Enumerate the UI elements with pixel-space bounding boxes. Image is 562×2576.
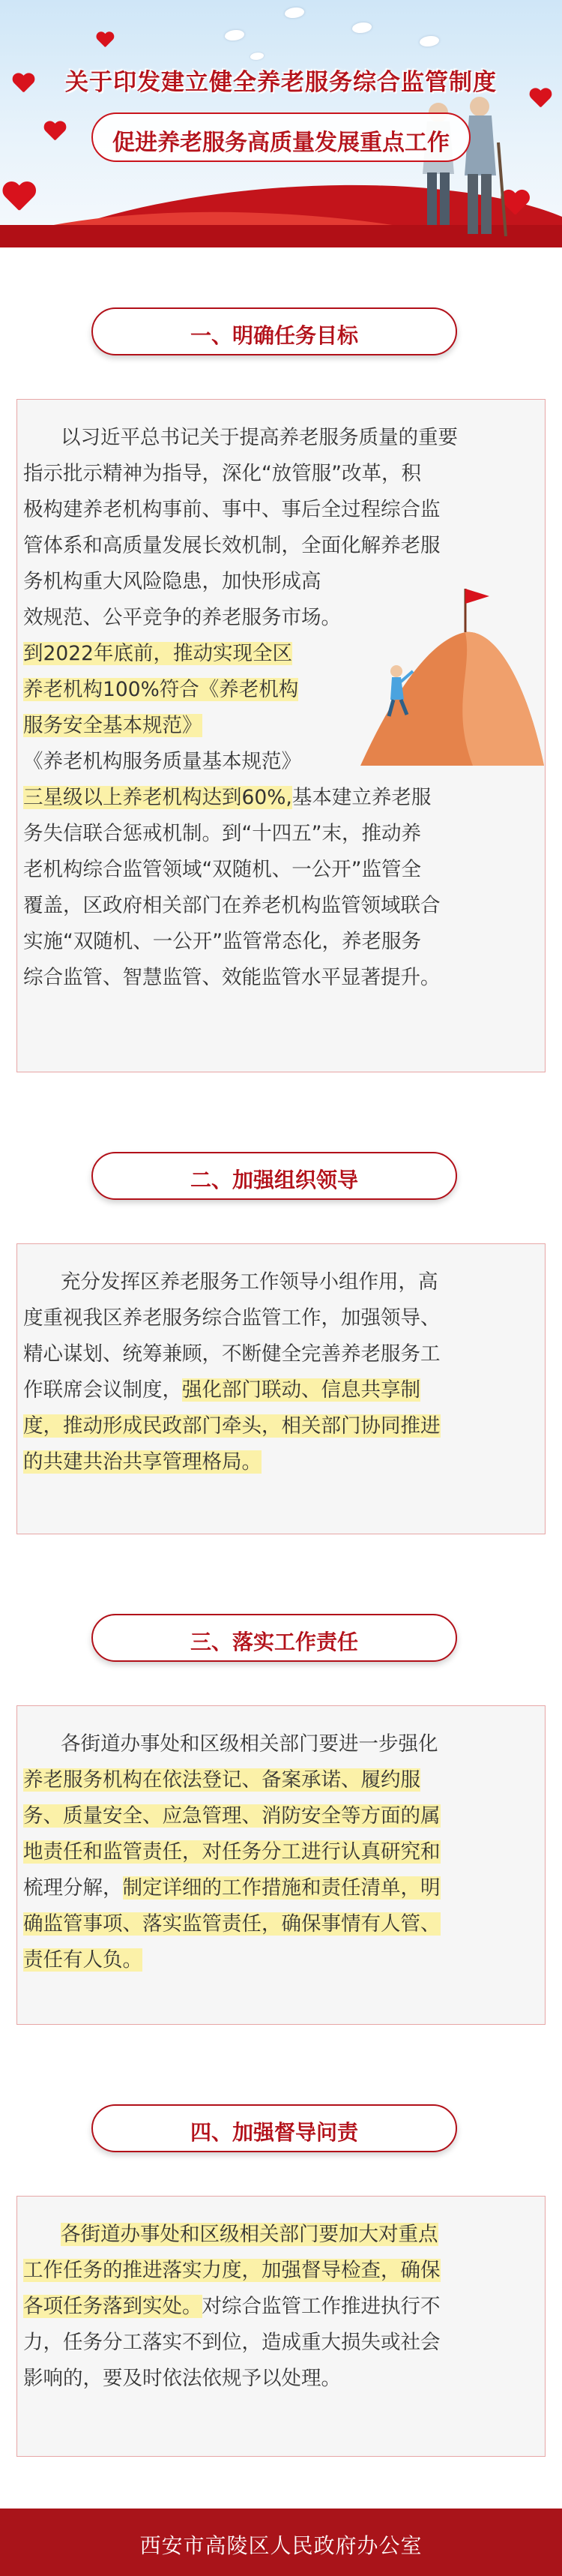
highlighted-text: 制定详细的工作措施和责任清单，明 [122, 1876, 441, 1900]
highlighted-text: 工作任务的推进落实力度，加强督导检查，确保 [23, 2259, 441, 2282]
paragraph-line-mixed [23, 1870, 441, 1906]
dove-icon [420, 36, 439, 46]
section-heading-2 [91, 1152, 457, 1200]
dove-icon [285, 7, 304, 18]
highlight-line [23, 1834, 441, 1870]
highlight-line [23, 1408, 441, 1444]
section-heading-text: 一、明确任务目标 [190, 323, 358, 348]
footer-bar [0, 2509, 562, 2576]
section-heading-text: 四、加强督导问责 [190, 2120, 358, 2145]
highlighted-text: 服务安全基本规范》 [23, 714, 202, 737]
section-heading-1 [91, 307, 457, 355]
paragraph-line: 《养老机构服务质量基本规范》 [23, 750, 301, 773]
paragraph-line: 综合监管、智慧监管、效能监管水平显著提升。 [23, 966, 441, 989]
heart-icon [43, 121, 66, 142]
highlight-line [23, 1798, 441, 1834]
mountain-climb-illustration [360, 587, 544, 767]
highlight-line [23, 672, 298, 708]
paragraph-line: 各街道办事处和区级相关部门要进一步强化 [61, 1732, 438, 1756]
paragraph-line: 度重视我区养老服务综合监管工作，加强领导、 [23, 1306, 441, 1330]
heart-icon [2, 182, 36, 214]
paragraph-line: 效规范、公平竞争的养老服务市场。 [23, 606, 341, 629]
banner-subtitle-pill [91, 112, 471, 162]
highlighted-text: 确监管事项、落实监管责任，确保事情有人管、 [23, 1912, 441, 1936]
paragraph-line: 实施“双随机、一公开”监管常态化，养老服务 [23, 930, 421, 953]
paragraph-line: 充分发挥区养老服务工作领导小组作用，高 [61, 1270, 438, 1294]
paragraph-line: 极构建养老机构事前、事中、事后全过程综合监 [23, 498, 441, 521]
plain-text: 基本建立养老服 [291, 786, 432, 809]
highlighted-text: 地责任和监管责任，对任务分工进行认真研究和 [23, 1840, 441, 1864]
paragraph-line: 力，任务分工落实不到位，造成重大损失或社会 [23, 2331, 441, 2354]
heart-icon [96, 32, 114, 49]
highlighted-text: 三星级以上养老机构达到60%, [23, 786, 292, 809]
highlighted-text: 务、质量安全、应急管理、消防安全等方面的属 [23, 1804, 441, 1828]
paragraph-line-mixed [23, 780, 431, 816]
plain-text: 对综合监管工作推进执行不 [202, 2295, 441, 2318]
highlighted-text: 各街道办事处和区级相关部门要加大对重点 [61, 2223, 438, 2246]
banner-subtitle: 促进养老服务高质量发展重点工作 [112, 130, 450, 156]
section-4-content [16, 2196, 546, 2457]
paragraph-line: 务机构重大风险隐患，加快形成高 [23, 570, 321, 593]
dove-icon [250, 52, 264, 60]
highlighted-text: 养老机构100%符合《养老机构 [23, 678, 299, 701]
highlighted-text: 强化部门联动、信息共享制 [182, 1378, 420, 1402]
flag-icon [465, 589, 489, 604]
section-2-content [16, 1243, 546, 1534]
plain-text: 作联席会议制度， [23, 1378, 182, 1402]
highlighted-text: 到2022年底前，推动实现全区 [23, 642, 292, 665]
banner-title: 关于印发建立健全养老服务综合监管制度 [65, 69, 497, 96]
highlight-line [23, 1942, 142, 1978]
highlight-line [23, 708, 202, 744]
paragraph-line: 影响的，要及时依法依规予以处理。 [23, 2367, 341, 2390]
section-heading-text: 二、加强组织领导 [190, 1168, 358, 1192]
paragraph-line-mixed [23, 2289, 441, 2325]
highlight-line [61, 2217, 438, 2253]
paragraph-line: 指示批示精神为指导，深化“放管服”改革，积 [23, 462, 421, 485]
section-3-content [16, 1705, 546, 2025]
highlighted-text: 责任有人负。 [23, 1948, 142, 1972]
paragraph-line: 务失信联合惩戒机制。到“十四五”末，推动养 [23, 822, 421, 845]
highlighted-text: 的共建共治共享管理格局。 [23, 1450, 262, 1474]
section-heading-text: 三、落实工作责任 [190, 1630, 358, 1654]
highlighted-text: 各项任务落到实处。 [23, 2295, 202, 2318]
highlighted-text: 养老服务机构在依法登记、备案承诺、履约服 [23, 1768, 420, 1792]
dove-icon [225, 30, 244, 40]
highlight-line [23, 1906, 441, 1942]
footer-text: 西安市高陵区人民政府办公室 [139, 2533, 423, 2558]
paragraph-line: 以习近平总书记关于提高养老服务质量的重要 [61, 426, 458, 449]
paragraph-line: 覆盖，区政府相关部门在养老机构监管领域联合 [23, 894, 441, 917]
highlight-line [23, 2253, 441, 2289]
highlight-line [23, 1762, 420, 1798]
paragraph-line-mixed [23, 1372, 420, 1408]
section-1-content [16, 399, 546, 1072]
section-heading-3 [91, 1614, 457, 1662]
plain-text: 梳理分解， [23, 1876, 123, 1900]
section-heading-4 [91, 2104, 457, 2152]
highlight-line [23, 636, 292, 672]
header-banner [0, 0, 562, 247]
highlighted-text: 度，推动形成民政部门牵头，相关部门协同推进 [23, 1414, 441, 1438]
paragraph-line: 管体系和高质量发展长效机制，全面化解养老服 [23, 534, 441, 557]
dove-icon [352, 22, 372, 33]
paragraph-line: 精心谋划、统筹兼顾，不断健全完善养老服务工 [23, 1342, 441, 1366]
highlight-line [23, 1444, 262, 1480]
paragraph-line: 老机构综合监管领域“双随机、一公开”监管全 [23, 858, 421, 881]
